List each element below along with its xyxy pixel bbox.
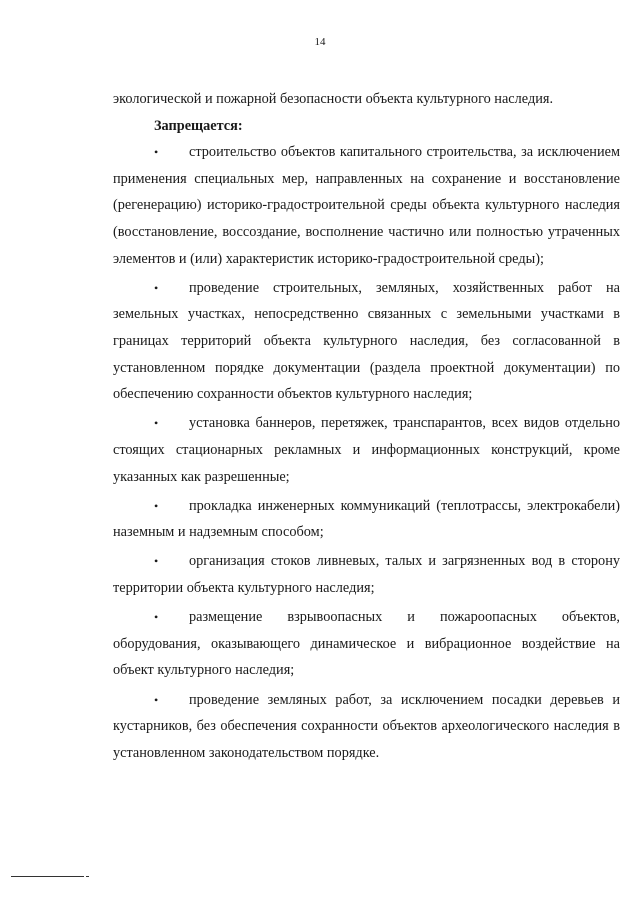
list-item-text: прокладка инженерных коммуникаций (теплотрассы, электрокабели) наземным и надземным способом; bbox=[113, 497, 620, 541]
bullet-icon: • bbox=[154, 610, 159, 625]
list-item-text: размещение взрывоопасных и пожароопасных объектов, оборудования, оказывающего динамическое и вибрационное воздействие на объект культурного наследия; bbox=[113, 609, 620, 679]
intro-line: экологической и пожарной безопасности объекта культурного наследия. bbox=[113, 91, 554, 107]
footer-rule bbox=[11, 876, 84, 877]
footer-rule-end bbox=[86, 876, 89, 877]
list-item-text: проведение строительных, земляных, хозяйственных работ на земельных участках, непосредственно связанных с земельными участками в границах территорий объекта культурного наследия, без согласованной в установленном порядке документации (раздела проектной документации) по обеспечению сохранности объектов культурного наследия; bbox=[113, 279, 620, 403]
list-item-text: строительство объектов капитального строительства, за исключением применения специальных мер, направленных на сохранение и восстановление (регенерацию) историко-градостроительной среды объекта культурного наследия (восстановление, воссоздание, восполнение частично или полностью утраченных элементов и (или) характеристик историко-градостроительной среды); bbox=[113, 144, 620, 267]
page-number: 14 bbox=[314, 36, 326, 48]
bullet-icon: • bbox=[154, 416, 159, 431]
bullet-icon: • bbox=[154, 145, 159, 160]
list-item bbox=[113, 604, 620, 684]
list-item bbox=[113, 139, 620, 272]
list-item-text: установка баннеров, перетяжек, транспарантов, всех видов отдельно стоящих стационарных рекламных и информационных конструкций, кроме указанных как разрешенные; bbox=[113, 415, 620, 485]
bullet-icon: • bbox=[154, 280, 159, 295]
list-item-text: организация стоков ливневых, талых и загрязненных вод в сторону территории объекта культурного наследия; bbox=[113, 553, 620, 597]
list-item bbox=[113, 548, 620, 601]
list-item bbox=[113, 410, 620, 490]
bullet-icon: • bbox=[154, 498, 159, 513]
list-item bbox=[113, 275, 620, 408]
section-heading: Запрещается: bbox=[154, 117, 243, 134]
bullet-icon: • bbox=[154, 554, 159, 569]
list-item-text: проведение земляных работ, за исключением посадки деревьев и кустарников, без обеспечения сохранности объектов археологического наследия в установленном законодательством порядке. bbox=[113, 691, 620, 761]
document-body bbox=[113, 86, 620, 769]
list-item bbox=[113, 493, 620, 546]
list-item bbox=[113, 687, 620, 767]
bullet-icon: • bbox=[154, 692, 159, 707]
